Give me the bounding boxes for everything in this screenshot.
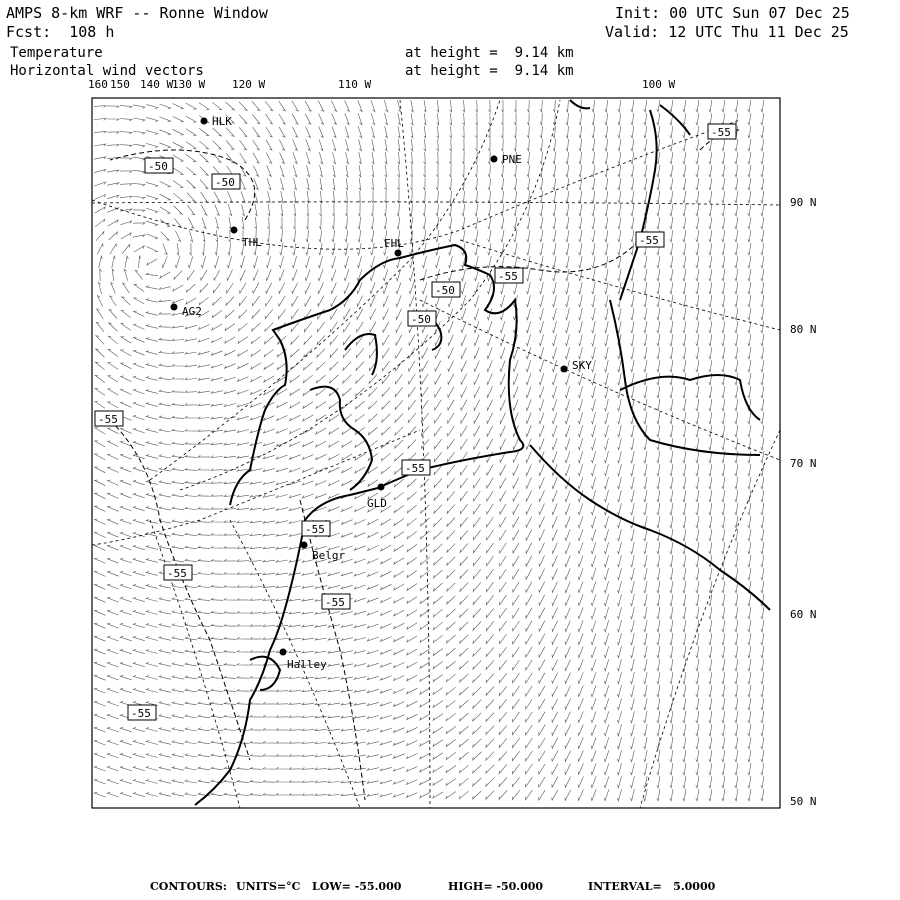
contour-label-text: -50 (215, 176, 235, 189)
station-label: HLK (212, 115, 232, 128)
map-frame (92, 98, 780, 808)
contour-label-text: -55 (325, 596, 345, 609)
berkner-island-outline (310, 387, 372, 490)
height-wind: at height = 9.14 km (405, 63, 574, 79)
footer-low: LOW= -55.000 (312, 880, 402, 893)
footer-high: HIGH= -50.000 (448, 880, 544, 893)
lat-lon-grid (92, 100, 780, 808)
lon-label-120w: 120 W (232, 78, 266, 91)
wind-arrows (94, 100, 764, 801)
station-marker (395, 250, 402, 257)
valid-time: Valid: 12 UTC Thu 11 Dec 25 (605, 23, 849, 41)
peninsula-east-coast (620, 110, 657, 300)
station-marker (561, 366, 568, 373)
lon-label-130w: 130 W (172, 78, 206, 91)
lat-label-60n: 60 N (790, 608, 817, 621)
lat-label-80n: 80 N (790, 323, 817, 336)
lon-label-140w: 140 W (140, 78, 174, 91)
height-temperature: at height = 9.14 km (405, 45, 574, 61)
north-coast-fragment (570, 100, 590, 108)
lon-label-110w: 110 W (338, 78, 372, 91)
peninsula-islands (620, 375, 760, 420)
contour-label-text: -55 (639, 234, 659, 247)
lon-label-160: 160 (88, 78, 108, 91)
contour-label-text: -55 (167, 567, 187, 580)
lat-label-50n: 50 N (790, 795, 817, 808)
gridline-90n (92, 202, 780, 205)
contour-label-text: -55 (305, 523, 325, 536)
station-label: SKY (572, 359, 592, 372)
contour-label-text: -55 (98, 413, 118, 426)
contour-label-text: -55 (131, 707, 151, 720)
contour-label-text: -50 (435, 284, 455, 297)
map-title: AMPS 8-km WRF -- Ronne Window (6, 4, 268, 22)
station-label: Halley (287, 658, 327, 671)
station-marker (491, 156, 498, 163)
contour-label-text: -50 (148, 160, 168, 173)
station-marker (231, 227, 238, 234)
contour-label-text: -50 (411, 313, 431, 326)
station-marker (201, 118, 208, 125)
forecast-hour: Fcst: 108 h (6, 23, 115, 41)
station-label: Belgr (312, 549, 346, 562)
contour-line-minus55-center (300, 500, 365, 800)
station-marker (378, 484, 385, 491)
gridline-80n-east (460, 240, 780, 330)
lat-label-90n: 90 N (790, 196, 817, 209)
gridline-arc-a (92, 430, 420, 545)
contour-labels (95, 124, 736, 720)
init-time: Init: 00 UTC Sun 07 Dec 25 (615, 4, 850, 22)
station-label: THL (242, 236, 262, 249)
station-marker (301, 542, 308, 549)
station-marker (280, 649, 287, 656)
field-temperature: Temperature (10, 45, 103, 61)
footer-units: UNITS=°C (236, 880, 301, 893)
station-label: AG2 (182, 305, 202, 318)
gridline-south-b (150, 520, 240, 808)
footer-interval: INTERVAL= 5.0000 (588, 880, 716, 893)
lon-label-100w: 100 W (642, 78, 676, 91)
station-marker (171, 304, 178, 311)
halley-coast-feature (250, 657, 280, 690)
lon-label-150: 150 (110, 78, 130, 91)
ronne-ice-shelf-edge (195, 245, 523, 805)
contour-label-text: -55 (711, 126, 731, 139)
contour-label-text: -55 (405, 462, 425, 475)
station-label: PNE (502, 153, 522, 166)
wind-vector-field (94, 100, 764, 801)
lat-label-70n: 70 N (790, 457, 817, 470)
contour-label-text: -55 (498, 270, 518, 283)
footer-contours-label: CONTOURS: (150, 880, 227, 893)
field-wind-vectors: Horizontal wind vectors (10, 63, 204, 79)
station-label: FHL (384, 237, 404, 250)
station-label: GLD (367, 497, 387, 510)
